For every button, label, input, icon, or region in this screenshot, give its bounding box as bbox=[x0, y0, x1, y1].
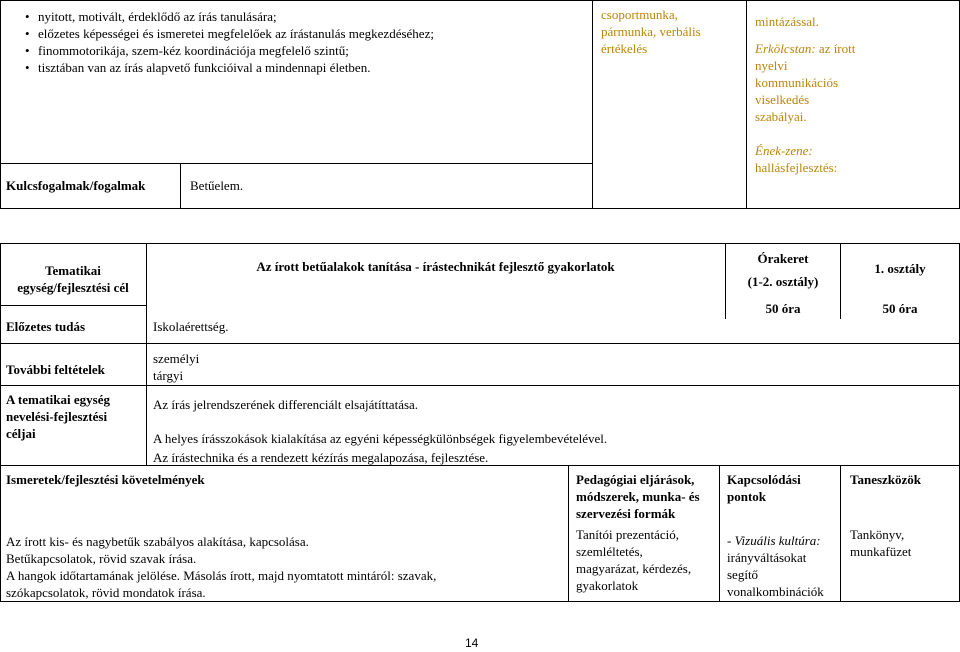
list-item: • finommotorikája, szem-kéz koordinációja megfelelő szintű; bbox=[20, 42, 590, 59]
connection-line: hallásfejlesztés: bbox=[755, 160, 838, 175]
list-item: Tanítói prezentáció, bbox=[576, 527, 680, 542]
list-item: munkafüzet bbox=[850, 544, 912, 559]
prior-knowledge-label: Előzetes tudás bbox=[6, 319, 86, 334]
requirement-items bbox=[6, 533, 566, 601]
list-item: vonalkombinációk bbox=[727, 584, 824, 599]
label-line: módszerek, munka- és bbox=[576, 489, 700, 504]
list-item: Az írott kis- és nagybetűk szabályos alakítása, kapcsolása. bbox=[6, 534, 309, 549]
connection-line: viselkedés bbox=[755, 92, 810, 107]
label-line: (1-2. osztály) bbox=[747, 274, 819, 289]
subject-label: Erkölcstan: bbox=[755, 41, 816, 56]
connection-points-top bbox=[755, 13, 955, 176]
list-item: szókapcsolatok, rövid mondatok írása. bbox=[6, 585, 206, 600]
hours-value: 50 óra bbox=[765, 301, 801, 316]
unit-goal: A helyes írásszokások kialakítása az egyéni képességkülönbségek figyelembevételével. bbox=[153, 431, 608, 446]
list-item: Tankönyv, bbox=[850, 527, 905, 542]
work-forms bbox=[601, 6, 741, 57]
condition-item: tárgyi bbox=[153, 368, 184, 383]
label-line: céljai bbox=[6, 426, 36, 441]
list-item: gyakorlatok bbox=[576, 578, 639, 593]
grade-label: 1. osztály bbox=[874, 261, 926, 276]
label-line: egység/fejlesztési cél bbox=[17, 280, 129, 295]
label-line: A tematikai egység bbox=[6, 392, 110, 407]
label-line: Órakeret bbox=[757, 251, 809, 266]
label-line: Kapcsolódási bbox=[727, 472, 801, 487]
label-line: nevelési-fejlesztési bbox=[6, 409, 108, 424]
label-line: Pedagógiai eljárások, bbox=[576, 472, 695, 487]
work-form-line: csoportmunka, bbox=[601, 7, 678, 22]
connection-line: mintázással. bbox=[755, 14, 819, 29]
subject-label: Ének-zene: bbox=[755, 143, 813, 158]
requirements-header: Ismeretek/fejlesztési követelmények bbox=[6, 472, 205, 487]
prior-knowledge-value: Iskolaérettség. bbox=[153, 319, 229, 334]
label-line: Tematikai bbox=[45, 263, 101, 278]
list-item: magyarázat, kérdezés, bbox=[576, 561, 692, 576]
connections-header bbox=[727, 471, 801, 505]
connection-line: kommunikációs bbox=[755, 75, 839, 90]
further-conditions-values bbox=[153, 350, 199, 384]
list-item: • tisztában van az írás alapvető funkcióival a mindennapi életben. bbox=[20, 59, 590, 76]
unit-goal: Az írás jelrendszerének differenciált elsajátíttatása. bbox=[153, 397, 419, 412]
connection-line: szabályai. bbox=[755, 109, 807, 124]
subject-label: - Vizuális kultúra: bbox=[727, 533, 821, 548]
list-item: • előzetes képességei és ismeretei megfelelőek az írástanulás megkezdéséhez; bbox=[20, 25, 590, 42]
hours-label bbox=[726, 250, 840, 290]
connections-list bbox=[727, 532, 839, 600]
thematic-unit-label bbox=[0, 262, 146, 296]
tools-list bbox=[850, 526, 958, 560]
methods-header bbox=[576, 471, 716, 522]
label-line: pontok bbox=[727, 489, 767, 504]
learner-prerequisites-list bbox=[20, 8, 590, 76]
erkolcstan-connection bbox=[755, 40, 955, 57]
connection-line: nyelvi bbox=[755, 58, 788, 73]
list-item: Betűkapcsolatok, rövid szavak írása. bbox=[6, 551, 197, 566]
condition-item: személyi bbox=[153, 351, 200, 366]
work-form-line: pármunka, verbális bbox=[601, 24, 701, 39]
unit-goal: Az írástechnika és a rendezett kézírás megalapozása, fejlesztése. bbox=[153, 450, 489, 465]
list-item: A hangok időtartamának jelölése. Másolás írott, majd nyomtatott mintáról: szavak, bbox=[6, 568, 437, 583]
methods-list bbox=[576, 526, 716, 594]
further-conditions-label: További feltételek bbox=[6, 362, 105, 377]
subject-text: az írott bbox=[818, 41, 856, 56]
work-form-line: értékelés bbox=[601, 41, 648, 56]
key-concepts-label: Kulcsfogalmak/fogalmak bbox=[6, 178, 146, 193]
grade-hours-value: 50 óra bbox=[882, 301, 918, 316]
list-item: segítő bbox=[727, 567, 759, 582]
unit-title: Az írott betűalakok tanítása - írástechnikát fejlesztő gyakorlatok bbox=[256, 259, 615, 274]
label-line: szervezési formák bbox=[576, 506, 676, 521]
tools-header: Taneszközök bbox=[850, 472, 922, 487]
list-item: szemléltetés, bbox=[576, 544, 643, 559]
unit-goals-label bbox=[6, 391, 146, 442]
list-item: irányváltásokat bbox=[727, 550, 807, 565]
page-number: 14 bbox=[465, 636, 479, 650]
key-concepts-value: Betűelem. bbox=[190, 178, 244, 193]
list-item: • nyitott, motivált, érdeklődő az írás tanulására; bbox=[20, 8, 590, 25]
